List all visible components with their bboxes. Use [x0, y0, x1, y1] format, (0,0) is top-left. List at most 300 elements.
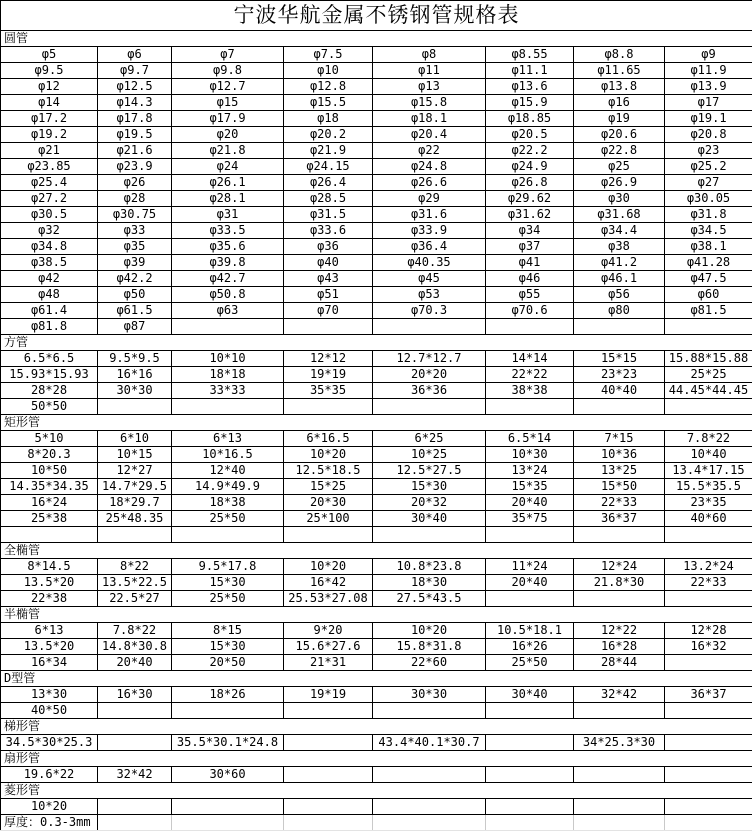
spec-cell: 36*37 — [574, 511, 665, 527]
spec-cell: 20*32 — [373, 495, 486, 511]
spec-cell: φ40.35 — [373, 255, 486, 271]
spec-cell: 44.45*44.45 — [665, 383, 752, 399]
spec-cell: 25*48.35 — [98, 511, 172, 527]
spec-cell: φ26.9 — [574, 175, 665, 191]
empty-cell — [373, 799, 486, 815]
spec-cell: φ13 — [373, 79, 486, 95]
spec-cell: 15.8*31.8 — [373, 639, 486, 655]
spec-cell: φ22.2 — [486, 143, 574, 159]
spec-cell: 14*14 — [486, 351, 574, 367]
empty-cell — [98, 799, 172, 815]
empty-cell — [665, 703, 752, 719]
spec-cell: φ33.9 — [373, 223, 486, 239]
spec-cell: 30*40 — [486, 687, 574, 703]
spec-cell: φ21 — [1, 143, 98, 159]
table-row — [1, 175, 752, 191]
table-row — [1, 319, 752, 335]
section-label-0: 圆管 — [1, 31, 752, 47]
spec-cell: φ34.5 — [665, 223, 752, 239]
spec-cell: 19*19 — [284, 367, 373, 383]
spec-cell: φ20.2 — [284, 127, 373, 143]
spec-cell: 10*20 — [284, 559, 373, 575]
table-row — [1, 431, 752, 447]
empty-cell — [486, 735, 574, 751]
spec-cell: 28*28 — [1, 383, 98, 399]
spec-cell: 16*28 — [574, 639, 665, 655]
empty-cell — [665, 735, 752, 751]
spec-cell: 19*19 — [284, 687, 373, 703]
section-row — [1, 607, 752, 623]
spec-cell: 20*20 — [373, 367, 486, 383]
spec-cell: φ46.1 — [574, 271, 665, 287]
empty-cell — [98, 399, 172, 415]
spec-cell: 32*42 — [98, 767, 172, 783]
spec-cell: φ42.7 — [172, 271, 284, 287]
empty-cell — [486, 799, 574, 815]
section-row — [1, 31, 752, 47]
spec-cell: φ11.9 — [665, 63, 752, 79]
spec-cell: φ28 — [98, 191, 172, 207]
empty-cell — [373, 399, 486, 415]
table-row — [1, 399, 752, 415]
spec-cell: φ21.8 — [172, 143, 284, 159]
spec-cell: 13*25 — [574, 463, 665, 479]
spec-cell: 6*13 — [1, 623, 98, 639]
spec-cell: φ36 — [284, 239, 373, 255]
empty-cell — [1, 527, 98, 543]
spec-cell: 15.6*27.6 — [284, 639, 373, 655]
spec-cell: φ30 — [574, 191, 665, 207]
spec-cell: φ31.62 — [486, 207, 574, 223]
empty-cell — [486, 767, 574, 783]
table-row — [1, 623, 752, 639]
spec-cell: φ46 — [486, 271, 574, 287]
spec-cell: 25*50 — [486, 655, 574, 671]
spec-cell: 15.93*15.93 — [1, 367, 98, 383]
spec-cell: 16*16 — [98, 367, 172, 383]
spec-cell: 20*40 — [486, 495, 574, 511]
spec-cell: 8*14.5 — [1, 559, 98, 575]
spec-cell: 15*30 — [373, 479, 486, 495]
table-row — [1, 591, 752, 607]
spec-cell: φ15.8 — [373, 95, 486, 111]
spec-cell: 14.8*30.8 — [98, 639, 172, 655]
spec-cell: 43.4*40.1*30.7 — [373, 735, 486, 751]
table-row — [1, 79, 752, 95]
spec-cell: 21.8*30 — [574, 575, 665, 591]
empty-cell — [284, 319, 373, 335]
spec-cell: 15*30 — [172, 575, 284, 591]
section-label-8: 菱形管 — [1, 783, 752, 799]
spec-cell: 5*10 — [1, 431, 98, 447]
thickness-row — [1, 815, 752, 831]
spec-cell: φ11 — [373, 63, 486, 79]
spec-cell: 13*24 — [486, 463, 574, 479]
spec-cell: 13.5*20 — [1, 639, 98, 655]
empty-cell — [486, 591, 574, 607]
table-row — [1, 495, 752, 511]
spec-cell: φ70.6 — [486, 303, 574, 319]
table-row — [1, 287, 752, 303]
table-row — [1, 127, 752, 143]
spec-cell: 25.53*27.08 — [284, 591, 373, 607]
spec-cell: φ38.1 — [665, 239, 752, 255]
spec-cell: φ12.5 — [98, 79, 172, 95]
spec-cell: φ28.1 — [172, 191, 284, 207]
empty-cell — [172, 319, 284, 335]
spec-cell: φ7.5 — [284, 47, 373, 63]
spec-cell: 36*37 — [665, 687, 752, 703]
spec-cell: φ26 — [98, 175, 172, 191]
empty-cell — [486, 815, 574, 831]
spec-cell: φ32 — [1, 223, 98, 239]
spec-cell: φ13.9 — [665, 79, 752, 95]
empty-cell — [373, 527, 486, 543]
spec-cell: 12*24 — [574, 559, 665, 575]
spec-cell: φ36.4 — [373, 239, 486, 255]
empty-cell — [486, 703, 574, 719]
spec-cell: φ81.8 — [1, 319, 98, 335]
spec-cell: 25*50 — [172, 591, 284, 607]
empty-cell — [486, 527, 574, 543]
spec-cell: 22*38 — [1, 591, 98, 607]
table-row — [1, 239, 752, 255]
spec-cell: 35.5*30.1*24.8 — [172, 735, 284, 751]
spec-cell: φ34.8 — [1, 239, 98, 255]
spec-cell: 25*100 — [284, 511, 373, 527]
spec-cell: φ42.2 — [98, 271, 172, 287]
spec-cell: φ42 — [1, 271, 98, 287]
spec-cell: φ63 — [172, 303, 284, 319]
empty-cell — [172, 815, 284, 831]
section-label-7: 扇形管 — [1, 751, 752, 767]
spec-cell: φ24.15 — [284, 159, 373, 175]
spec-cell: φ17.2 — [1, 111, 98, 127]
spec-cell: 13.5*20 — [1, 575, 98, 591]
spec-cell: φ31.5 — [284, 207, 373, 223]
empty-cell — [98, 527, 172, 543]
spec-cell: φ43 — [284, 271, 373, 287]
spec-cell: φ29.62 — [486, 191, 574, 207]
empty-cell — [486, 399, 574, 415]
thickness-label: 厚度：0.3-3mm — [1, 815, 98, 831]
empty-cell — [284, 399, 373, 415]
spec-cell: φ5 — [1, 47, 98, 63]
spec-cell: φ50 — [98, 287, 172, 303]
spec-cell: φ20 — [172, 127, 284, 143]
table-row — [1, 767, 752, 783]
spec-cell: φ8.8 — [574, 47, 665, 63]
table-row — [1, 47, 752, 63]
spec-cell: φ61.4 — [1, 303, 98, 319]
section-label-5: D型管 — [1, 671, 752, 687]
spec-cell: φ60 — [665, 287, 752, 303]
spec-cell: 28*44 — [574, 655, 665, 671]
spec-cell: 10.5*18.1 — [486, 623, 574, 639]
spec-cell: 16*24 — [1, 495, 98, 511]
spec-cell: 22*60 — [373, 655, 486, 671]
spec-cell: φ61.5 — [98, 303, 172, 319]
empty-cell — [574, 767, 665, 783]
table-row — [1, 159, 752, 175]
spec-cell: 7.8*22 — [98, 623, 172, 639]
spec-cell: φ33.5 — [172, 223, 284, 239]
spec-cell: 6*25 — [373, 431, 486, 447]
spec-cell: 18*26 — [172, 687, 284, 703]
spec-cell: 10*40 — [665, 447, 752, 463]
spec-cell: φ26.4 — [284, 175, 373, 191]
spec-cell: φ20.5 — [486, 127, 574, 143]
spec-cell: φ24 — [172, 159, 284, 175]
empty-cell — [665, 591, 752, 607]
spec-cell: φ35.6 — [172, 239, 284, 255]
spec-cell: 25*50 — [172, 511, 284, 527]
spec-cell: φ50.8 — [172, 287, 284, 303]
spec-cell: φ13.8 — [574, 79, 665, 95]
table-row — [1, 95, 752, 111]
spec-cell: 10*10 — [172, 351, 284, 367]
table-row — [1, 447, 752, 463]
spec-cell: 12*12 — [284, 351, 373, 367]
empty-cell — [486, 319, 574, 335]
empty-cell — [172, 703, 284, 719]
section-row — [1, 783, 752, 799]
spec-cell: 16*26 — [486, 639, 574, 655]
spec-cell: 40*50 — [1, 703, 98, 719]
spec-cell: 10*20 — [284, 447, 373, 463]
spec-cell: φ10 — [284, 63, 373, 79]
table-row — [1, 191, 752, 207]
spec-cell: 18*18 — [172, 367, 284, 383]
spec-cell: φ48 — [1, 287, 98, 303]
spec-cell: 32*42 — [574, 687, 665, 703]
table-row — [1, 63, 752, 79]
spec-cell: φ33 — [98, 223, 172, 239]
spec-cell: φ53 — [373, 287, 486, 303]
spec-cell: φ12.8 — [284, 79, 373, 95]
spec-cell: 15*25 — [284, 479, 373, 495]
section-label-1: 方管 — [1, 335, 752, 351]
spec-cell: φ18.1 — [373, 111, 486, 127]
spec-cell: 20*50 — [172, 655, 284, 671]
spec-cell: φ23.9 — [98, 159, 172, 175]
spec-cell: φ47.5 — [665, 271, 752, 287]
spec-cell: 6*13 — [172, 431, 284, 447]
spec-cell: φ8.55 — [486, 47, 574, 63]
empty-cell — [373, 767, 486, 783]
section-row — [1, 671, 752, 687]
spec-cell: 30*40 — [373, 511, 486, 527]
table-row — [1, 735, 752, 751]
empty-cell — [98, 735, 172, 751]
empty-cell — [665, 815, 752, 831]
spec-cell: φ13.6 — [486, 79, 574, 95]
spec-cell: 10*20 — [1, 799, 98, 815]
empty-cell — [172, 799, 284, 815]
spec-cell: φ17 — [665, 95, 752, 111]
empty-cell — [373, 815, 486, 831]
spec-cell: φ70.3 — [373, 303, 486, 319]
spec-cell: 40*40 — [574, 383, 665, 399]
spec-cell: φ31.68 — [574, 207, 665, 223]
spec-cell: φ8 — [373, 47, 486, 63]
section-row — [1, 719, 752, 735]
spec-cell: 15*30 — [172, 639, 284, 655]
table-row — [1, 639, 752, 655]
table-row — [1, 511, 752, 527]
table-row — [1, 207, 752, 223]
empty-cell — [574, 527, 665, 543]
empty-cell — [284, 703, 373, 719]
spec-cell: φ18 — [284, 111, 373, 127]
spec-cell: φ29 — [373, 191, 486, 207]
empty-cell — [574, 319, 665, 335]
spec-cell: 14.7*29.5 — [98, 479, 172, 495]
spec-cell: 13.4*17.15 — [665, 463, 752, 479]
footer-body — [1, 815, 752, 831]
spec-cell: 7*15 — [574, 431, 665, 447]
page-title: 宁波华航金属不锈钢管规格表 — [1, 1, 752, 31]
table-row — [1, 575, 752, 591]
spec-cell: 6*16.5 — [284, 431, 373, 447]
spec-cell: φ81.5 — [665, 303, 752, 319]
spec-cell: φ22 — [373, 143, 486, 159]
empty-cell — [98, 815, 172, 831]
spec-cell: 15.5*35.5 — [665, 479, 752, 495]
spec-cell: 9*20 — [284, 623, 373, 639]
spec-cell: φ33.6 — [284, 223, 373, 239]
spec-cell: 25*38 — [1, 511, 98, 527]
table-row — [1, 111, 752, 127]
spec-cell: 22*33 — [574, 495, 665, 511]
section-label-4: 半椭管 — [1, 607, 752, 623]
spec-cell: φ18.85 — [486, 111, 574, 127]
spec-cell: 10*15 — [98, 447, 172, 463]
spec-cell: 19.6*22 — [1, 767, 98, 783]
spec-cell: φ17.9 — [172, 111, 284, 127]
empty-cell — [284, 735, 373, 751]
spec-cell: φ6 — [98, 47, 172, 63]
table-row — [1, 559, 752, 575]
empty-cell — [98, 703, 172, 719]
empty-cell — [665, 319, 752, 335]
table-row — [1, 143, 752, 159]
spec-cell: φ31.6 — [373, 207, 486, 223]
spec-cell: 6*10 — [98, 431, 172, 447]
spec-cell: φ25 — [574, 159, 665, 175]
spec-cell: φ87 — [98, 319, 172, 335]
empty-cell — [574, 703, 665, 719]
spec-cell: 18*30 — [373, 575, 486, 591]
spec-cell: 30*60 — [172, 767, 284, 783]
spec-cell: φ17.8 — [98, 111, 172, 127]
spec-cell: 38*38 — [486, 383, 574, 399]
spec-cell: 6.5*6.5 — [1, 351, 98, 367]
spec-cell: φ38 — [574, 239, 665, 255]
table-row — [1, 271, 752, 287]
section-row — [1, 543, 752, 559]
spec-cell: φ20.8 — [665, 127, 752, 143]
spec-cell: 14.35*34.35 — [1, 479, 98, 495]
spec-cell: 21*31 — [284, 655, 373, 671]
spec-cell: φ39.8 — [172, 255, 284, 271]
spec-cell: 8*20.3 — [1, 447, 98, 463]
spec-cell: φ23.85 — [1, 159, 98, 175]
spec-cell: φ9.8 — [172, 63, 284, 79]
spec-cell: φ14.3 — [98, 95, 172, 111]
empty-cell — [284, 527, 373, 543]
spec-cell: φ9.7 — [98, 63, 172, 79]
spec-cell: 22.5*27 — [98, 591, 172, 607]
spec-cell: 15*35 — [486, 479, 574, 495]
spec-cell: 15*50 — [574, 479, 665, 495]
spec-table-body — [1, 31, 752, 815]
spec-cell: φ34 — [486, 223, 574, 239]
spec-cell: 33*33 — [172, 383, 284, 399]
spec-cell: 10*25 — [373, 447, 486, 463]
section-label-6: 梯形管 — [1, 719, 752, 735]
empty-cell — [665, 655, 752, 671]
spec-cell: φ25.2 — [665, 159, 752, 175]
spec-cell: 12.5*27.5 — [373, 463, 486, 479]
spec-cell: φ27 — [665, 175, 752, 191]
spec-cell: 16*30 — [98, 687, 172, 703]
spec-cell: φ26.8 — [486, 175, 574, 191]
spec-cell: 36*36 — [373, 383, 486, 399]
spec-cell: φ20.4 — [373, 127, 486, 143]
spec-cell: φ22.8 — [574, 143, 665, 159]
spec-cell: 50*50 — [1, 399, 98, 415]
spec-cell: 20*30 — [284, 495, 373, 511]
spec-cell: 18*29.7 — [98, 495, 172, 511]
spec-cell: 12*22 — [574, 623, 665, 639]
spec-cell: 10*36 — [574, 447, 665, 463]
spec-cell: 10.8*23.8 — [373, 559, 486, 575]
table-row — [1, 463, 752, 479]
spec-cell: φ37 — [486, 239, 574, 255]
spec-cell: 15*15 — [574, 351, 665, 367]
table-row — [1, 223, 752, 239]
spec-cell: φ35 — [98, 239, 172, 255]
spec-cell: φ41.28 — [665, 255, 752, 271]
spec-cell: 13.2*24 — [665, 559, 752, 575]
empty-cell — [172, 399, 284, 415]
spec-cell: φ9 — [665, 47, 752, 63]
spec-cell: φ23 — [665, 143, 752, 159]
spec-cell: 8*22 — [98, 559, 172, 575]
empty-cell — [574, 399, 665, 415]
empty-cell — [284, 767, 373, 783]
spec-cell: 10*50 — [1, 463, 98, 479]
spec-cell: 12*27 — [98, 463, 172, 479]
spec-cell: 23*23 — [574, 367, 665, 383]
spec-cell: φ19.2 — [1, 127, 98, 143]
spec-cell: φ55 — [486, 287, 574, 303]
spec-cell: φ20.6 — [574, 127, 665, 143]
table-row — [1, 303, 752, 319]
table-row — [1, 383, 752, 399]
spec-cell: φ31 — [172, 207, 284, 223]
spec-cell: 10*20 — [373, 623, 486, 639]
empty-cell — [574, 815, 665, 831]
spec-cell: 16*34 — [1, 655, 98, 671]
section-row — [1, 751, 752, 767]
spec-cell: 8*15 — [172, 623, 284, 639]
spec-cell: 11*24 — [486, 559, 574, 575]
spec-cell: φ12.7 — [172, 79, 284, 95]
spec-cell: 12.7*12.7 — [373, 351, 486, 367]
spec-cell: 15.88*15.88 — [665, 351, 752, 367]
